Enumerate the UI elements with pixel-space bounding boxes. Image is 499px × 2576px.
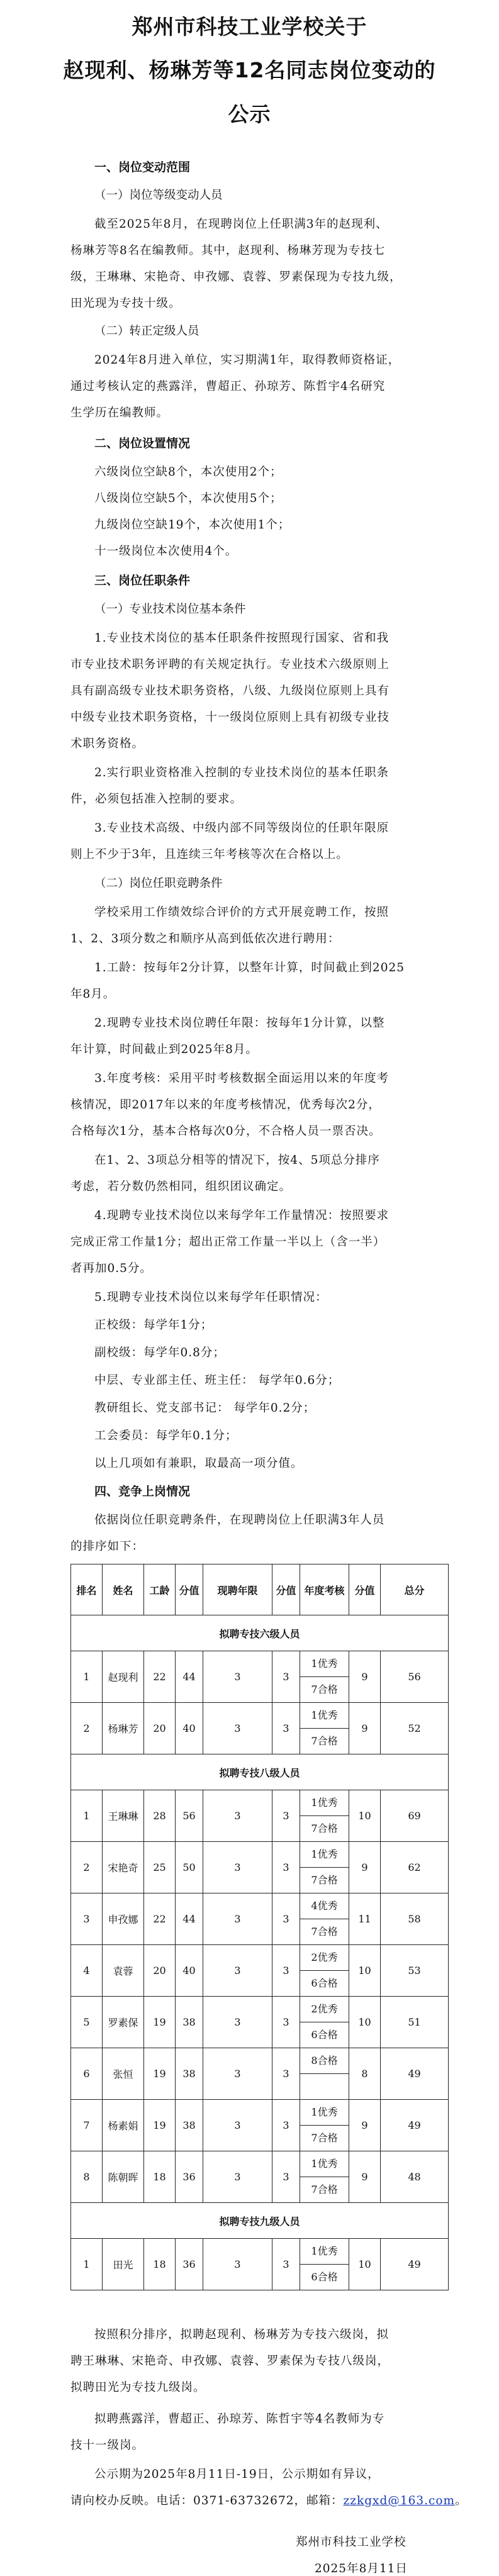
paragraph-line: 截至2025年8月，在现聘岗位上任职满3年的赵现利、 (94, 218, 388, 231)
evaluation-pass: 6合格 (300, 2264, 349, 2290)
evaluation-cell (300, 1842, 349, 1893)
paragraph-line: 具有副高级专业技术职务资格，八级、九级岗位原则上具有 (70, 684, 390, 698)
subheading-3-1: （一）专业技术岗位基本条件 (94, 603, 246, 616)
notice-line: 公示期为2025年8月11日-19日，公示期如有异议， (94, 2468, 380, 2481)
paragraph-line: 1、2、3项分数之和顺序从高到低依次进行聘用： (70, 932, 340, 945)
header-seniority: 工龄 (144, 1564, 176, 1615)
name-cell: 罗素保 (103, 1997, 144, 2048)
closing-line: 拟聘燕露洋，曹超正、孙琼芳、陈哲宇等4名教师为专 (94, 2412, 385, 2426)
post-line: 十一级岗位本次使用4个。 (94, 545, 238, 558)
evaluation-cell (300, 2151, 349, 2203)
score-cell: 3 (272, 1997, 300, 2048)
seniority-cell: 22 (144, 1893, 176, 1945)
header-rank: 排名 (71, 1564, 103, 1615)
score-cell: 8 (349, 2048, 381, 2100)
section-heading-1: 一、岗位变动范围 (94, 160, 191, 174)
score-cell: 40 (176, 1945, 203, 1997)
total-cell: 49 (381, 2100, 449, 2151)
paragraph-line: 年8月。 (70, 988, 116, 1001)
paragraph-line: 核情况，即2017年以来的年度考核情况，优秀每次2分， (70, 1098, 381, 1112)
evaluation-pass: 7合格 (300, 2177, 349, 2202)
header-score: 分值 (272, 1564, 300, 1615)
evaluation-pass: 6合格 (300, 1970, 349, 1996)
header-score: 分值 (349, 1564, 381, 1615)
paragraph-line: 学校采用工作绩效综合评价的方式开展竞聘工作，按照 (94, 906, 390, 919)
subheading-3-2: （二）岗位任职竞聘条件 (94, 877, 223, 890)
notice-line (70, 2492, 468, 2508)
header-evaluation: 年度考核 (300, 1564, 349, 1615)
score-cell: 9 (349, 2151, 381, 2203)
score-cell: 10 (349, 2239, 381, 2290)
section-heading-3: 三、岗位任职条件 (94, 574, 191, 588)
years-cell: 3 (203, 1790, 272, 1842)
post-line: 六级岗位空缺8个，本次使用2个； (94, 466, 283, 479)
evaluation-cell (300, 1790, 349, 1842)
name-cell: 宋艳奇 (103, 1842, 144, 1893)
evaluation-pass: 7合格 (300, 2125, 349, 2151)
duty-line: 工会委员：每学年0.1分； (94, 1429, 238, 1442)
paragraph-line: 则上不少于3年，且连续三年考核等次在合格以上。 (70, 848, 349, 861)
years-cell: 3 (203, 2100, 272, 2151)
evaluation-excellent: 1优秀 (311, 1709, 338, 1721)
score-cell: 3 (272, 1893, 300, 1945)
date: 2025年8月11日 (315, 2562, 408, 2575)
paragraph-line: 市专业技术职务评聘的有关规定执行。专业技术六级原则上 (70, 658, 390, 671)
score-cell: 3 (272, 2239, 300, 2290)
score-cell: 11 (349, 1893, 381, 1945)
total-cell: 56 (381, 1651, 449, 1703)
seniority-cell: 20 (144, 1945, 176, 1997)
duty-line: 以上几项如有兼职，取最高一项分值。 (94, 1457, 303, 1470)
signature: 郑州市科技工业学校 (296, 2536, 406, 2549)
score-cell: 36 (176, 2239, 203, 2290)
seniority-cell: 28 (144, 1790, 176, 1842)
evaluation-pass: 7合格 (300, 1919, 349, 1944)
years-cell: 3 (203, 2239, 272, 2290)
subheading-1-1: （一）岗位等级变动人员 (94, 189, 223, 202)
rank-cell: 5 (71, 1997, 103, 2048)
score-cell: 36 (176, 2151, 203, 2203)
name-cell: 陈朝晖 (103, 2151, 144, 2203)
paragraph-line: 在1、2、3项总分相等的情况下，按4、5项总分排序 (94, 1154, 380, 1167)
closing-line: 拟聘田光为专技九级岗。 (70, 2381, 206, 2394)
years-cell: 3 (203, 1997, 272, 2048)
evaluation-excellent: 2优秀 (311, 1951, 338, 1963)
duty-line: 中层、专业部主任、班主任： 每学年0.6分； (94, 1374, 340, 1387)
years-cell: 3 (203, 1945, 272, 1997)
paragraph-line: 完成正常工作量1分；超出正常工作量一半以上（含一半） (70, 1235, 386, 1249)
score-cell: 56 (176, 1790, 203, 1842)
score-cell: 3 (272, 2151, 300, 2203)
table-row (71, 2151, 449, 2203)
duty-line: 正校级：每学年1分； (94, 1319, 213, 1332)
name-cell: 袁蓉 (103, 1945, 144, 1997)
email-link[interactable]: zzkgxd@163.com (343, 2494, 456, 2507)
rank-cell: 2 (71, 1842, 103, 1893)
paragraph-line: 5.现聘专业技术岗位以来每学年任职情况： (94, 1291, 328, 1304)
evaluation-pass: 7合格 (300, 1676, 349, 1702)
score-cell: 38 (176, 2048, 203, 2100)
table-row (71, 2239, 449, 2290)
years-cell: 3 (203, 2048, 272, 2100)
total-cell: 52 (381, 1703, 449, 1754)
evaluation-pass (300, 2073, 349, 2099)
header-years: 现聘年限 (203, 1564, 272, 1615)
title-line-1: 郑州市科技工业学校关于 (132, 14, 367, 39)
paragraph-line: 1.工龄：按每年2分计算，以整年计算，时间截止到2025 (94, 961, 405, 974)
paragraph-line: 2.现聘专业技术岗位聘任年限：按每年1分计算，以整 (94, 1017, 385, 1030)
score-cell: 40 (176, 1703, 203, 1754)
score-cell: 10 (349, 1997, 381, 2048)
post-line: 九级岗位空缺19个，本次使用1个； (94, 518, 291, 532)
name-cell: 张恒 (103, 2048, 144, 2100)
score-cell: 3 (272, 1790, 300, 1842)
evaluation-cell (300, 1945, 349, 1997)
evaluation-cell (300, 1893, 349, 1945)
rank-cell: 1 (71, 1651, 103, 1703)
paragraph-line: 杨琳芳等8名在编教师。其中，赵现利、杨琳芳现为专技七 (70, 244, 386, 257)
paragraph-line: 件，必须包括准入控制的要求。 (70, 793, 243, 806)
total-cell: 49 (381, 2239, 449, 2290)
evaluation-cell (300, 2048, 349, 2100)
evaluation-excellent: 1优秀 (311, 1797, 338, 1809)
score-cell: 9 (349, 2100, 381, 2151)
years-cell: 3 (203, 1893, 272, 1945)
rank-cell: 7 (71, 2100, 103, 2151)
total-cell: 49 (381, 2048, 449, 2100)
header-total: 总分 (381, 1564, 449, 1615)
years-cell: 3 (203, 1703, 272, 1754)
score-cell: 44 (176, 1651, 203, 1703)
evaluation-cell (300, 2100, 349, 2151)
paragraph-line: 3.专业技术高级、中级内部不同等级岗位的任职年限原 (94, 822, 390, 835)
evaluation-excellent: 1优秀 (311, 1848, 338, 1860)
score-cell: 44 (176, 1893, 203, 1945)
seniority-cell: 18 (144, 2151, 176, 2203)
ranking-table (70, 1564, 449, 2290)
evaluation-excellent: 2优秀 (311, 2003, 338, 2015)
rank-cell: 1 (71, 2239, 103, 2290)
notice-text: 请向校办反映。电话：0371-63732672，邮箱： (70, 2494, 344, 2507)
name-cell: 田光 (103, 2239, 144, 2290)
score-cell: 10 (349, 1945, 381, 1997)
group-row (71, 1615, 449, 1651)
name-cell: 杨琳芳 (103, 1703, 144, 1754)
name-cell: 王琳琳 (103, 1790, 144, 1842)
evaluation-pass: 7合格 (300, 1815, 349, 1841)
score-cell: 9 (349, 1842, 381, 1893)
table-row (71, 1893, 449, 1945)
name-cell: 申孜娜 (103, 1893, 144, 1945)
group-label: 拟聘专技六级人员 (71, 1615, 449, 1651)
duty-line: 副校级：每学年0.8分； (94, 1346, 225, 1359)
paragraph-line: 2.实行职业资格准入控制的专业技术岗位的基本任职条 (94, 766, 390, 779)
score-cell: 3 (272, 1945, 300, 1997)
evaluation-cell (300, 1997, 349, 2048)
total-cell: 58 (381, 1893, 449, 1945)
notice-end: 。 (455, 2494, 468, 2507)
name-cell: 赵现利 (103, 1651, 144, 1703)
years-cell: 3 (203, 2151, 272, 2203)
closing-line: 技十一级岗。 (70, 2439, 145, 2452)
rank-cell: 8 (71, 2151, 103, 2203)
evaluation-pass: 6合格 (300, 2022, 349, 2048)
evaluation-excellent: 1优秀 (311, 1658, 338, 1670)
score-cell: 10 (349, 1790, 381, 1842)
table-row (71, 1703, 449, 1754)
table-row (71, 1842, 449, 1893)
title-line-2: 赵现利、杨琳芳等12名同志岗位变动的 (63, 58, 436, 82)
total-cell: 53 (381, 1945, 449, 1997)
paragraph-line: 2024年8月进入单位，实习期满1年，取得教师资格证， (94, 354, 401, 367)
score-cell: 3 (272, 1651, 300, 1703)
paragraph-line: 田光现为专技十级。 (70, 297, 181, 310)
total-cell: 69 (381, 1790, 449, 1842)
evaluation-excellent: 4优秀 (311, 1900, 338, 1912)
score-cell: 38 (176, 2100, 203, 2151)
evaluation-pass: 7合格 (300, 1867, 349, 1893)
paragraph-line: 4.现聘专业技术岗位以来每学年工作量情况：按照要求 (94, 1209, 390, 1222)
evaluation-pass: 7合格 (300, 1728, 349, 1754)
evaluation-excellent: 8合格 (311, 2055, 338, 2066)
paragraph-line: 中级专业技术职务资格，十一级岗位原则上具有初级专业技 (70, 711, 390, 724)
score-cell: 50 (176, 1842, 203, 1893)
paragraph-line: 1.专业技术岗位的基本任职条件按照现行国家、省和我 (94, 632, 390, 645)
seniority-cell: 22 (144, 1651, 176, 1703)
rank-cell: 2 (71, 1703, 103, 1754)
score-cell: 3 (272, 2100, 300, 2151)
score-cell: 3 (272, 2048, 300, 2100)
table-row (71, 2100, 449, 2151)
table-row (71, 1997, 449, 2048)
paragraph-line: 的排序如下： (70, 1540, 145, 1553)
table-row (71, 1945, 449, 1997)
paragraph-line: 年计算，时间截止到2025年8月。 (70, 1043, 258, 1056)
score-cell: 3 (272, 1703, 300, 1754)
seniority-cell: 19 (144, 2048, 176, 2100)
subheading-1-2: （二）转正定级人员 (94, 325, 199, 338)
paragraph-line: 合格每次1分，基本合格每次0分，不合格人员一票否决。 (70, 1125, 381, 1138)
score-cell: 38 (176, 1997, 203, 2048)
score-cell: 3 (272, 1842, 300, 1893)
table-header-row (71, 1564, 449, 1615)
rank-cell: 1 (71, 1790, 103, 1842)
evaluation-cell (300, 1651, 349, 1703)
paragraph-line: 考虑，若分数仍然相同，组织团议确定。 (70, 1180, 292, 1193)
rank-cell: 6 (71, 2048, 103, 2100)
title-line-3: 公示 (228, 102, 271, 126)
paragraph-line: 通过考核认定的燕露洋，曹超正、孙琼芳、陈哲宇4名研究 (70, 380, 386, 393)
paragraph-line: 者再加0.5分。 (70, 1262, 152, 1275)
total-cell: 48 (381, 2151, 449, 2203)
total-cell: 62 (381, 1842, 449, 1893)
rank-cell: 3 (71, 1893, 103, 1945)
paragraph-line: 3.年度考核：采用平时考核数据全面运用以来的年度考 (94, 1072, 390, 1085)
group-row (71, 2203, 449, 2239)
paragraph-line: 生学历在编教师。 (70, 406, 169, 420)
rank-cell: 4 (71, 1945, 103, 1997)
score-cell: 9 (349, 1703, 381, 1754)
seniority-cell: 19 (144, 2100, 176, 2151)
evaluation-cell (300, 1703, 349, 1754)
years-cell: 3 (203, 1842, 272, 1893)
group-row (71, 1754, 449, 1790)
seniority-cell: 19 (144, 1997, 176, 2048)
header-score: 分值 (176, 1564, 203, 1615)
name-cell: 杨素娟 (103, 2100, 144, 2151)
score-cell: 9 (349, 1651, 381, 1703)
evaluation-cell (300, 2239, 349, 2290)
paragraph-line: 级，王琳琳、宋艳奇、申孜娜、袁蓉、罗素保现为专技九级， (70, 270, 402, 284)
header-name: 姓名 (103, 1564, 144, 1615)
duty-line: 教研组长、党支部书记： 每学年0.2分； (94, 1402, 316, 1415)
evaluation-excellent: 1优秀 (311, 2158, 338, 2170)
closing-line: 聘王琳琳、宋艳奇、申孜娜、袁蓉、罗素保为专技八级岗， (70, 2355, 390, 2368)
table-row (71, 1790, 449, 1842)
evaluation-excellent: 1优秀 (311, 2245, 338, 2257)
total-cell: 51 (381, 1997, 449, 2048)
seniority-cell: 20 (144, 1703, 176, 1754)
section-heading-2: 二、岗位设置情况 (94, 437, 191, 450)
years-cell: 3 (203, 1651, 272, 1703)
seniority-cell: 25 (144, 1842, 176, 1893)
evaluation-excellent: 1优秀 (311, 2106, 338, 2118)
group-label: 拟聘专技八级人员 (71, 1754, 449, 1790)
closing-line: 按照积分排序，拟聘赵现利、杨琳芳为专技六级岗，拟 (94, 2328, 390, 2341)
post-line: 八级岗位空缺5个，本次使用5个； (94, 492, 283, 505)
table-row (71, 2048, 449, 2100)
paragraph-line: 依据岗位任职竞聘条件，在现聘岗位上任职满3年人员 (94, 1514, 385, 1527)
paragraph-line: 术职务资格。 (70, 737, 145, 750)
table-row (71, 1651, 449, 1703)
group-label: 拟聘专技九级人员 (71, 2203, 449, 2239)
seniority-cell: 18 (144, 2239, 176, 2290)
section-heading-4: 四、竞争上岗情况 (94, 1485, 191, 1498)
